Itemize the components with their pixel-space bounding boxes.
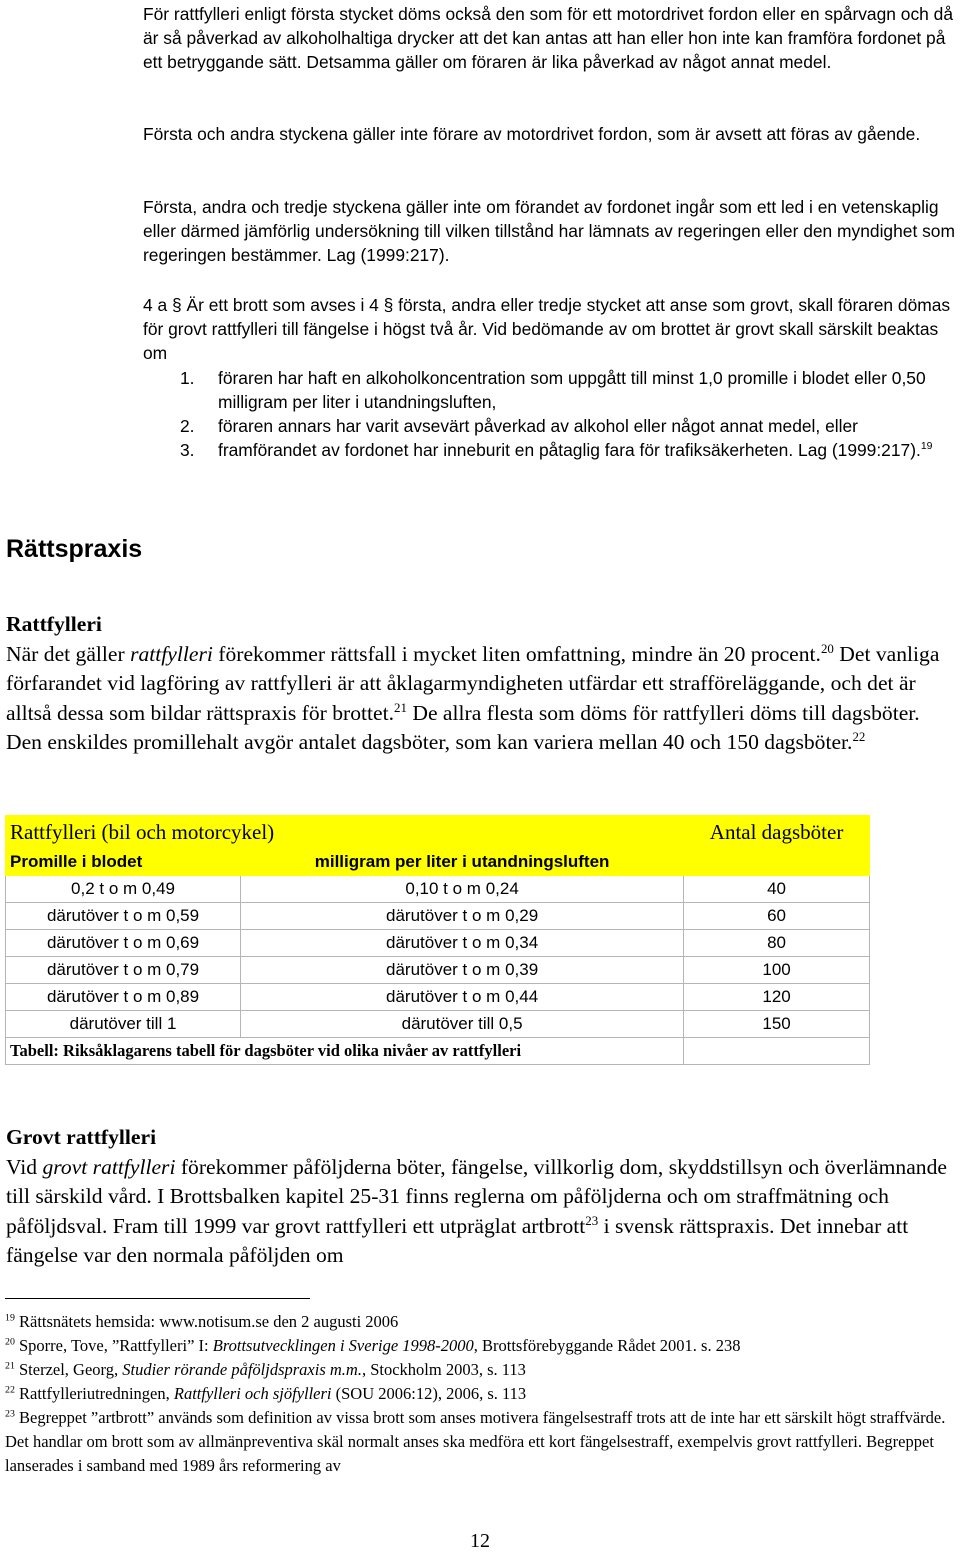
dagsboter-table [5,815,870,1065]
table-caption: Tabell: Riksåklagarens tabell för dagsböter vid olika nivåer av rattfylleri [6,1038,684,1065]
text-run: förekommer påföljderna böter, fängelse, villkorlig dom, skyddstillsyn och överlämnande till särskild vård. I Brottsbalken kapitel 25-31 finns reglerna om påföljderna och om straffmätning och påföljdsval. Fram till 1999 var grovt rattfylleri ett utpräglat artbrott [6,1154,947,1238]
footnote-title: Rattfylleri och sjöfylleri [173,1384,332,1403]
law-ordered-list [180,366,960,462]
table-row [6,930,870,957]
footnote-ref-22[interactable]: 22 [852,728,866,744]
footnote-number: 22 [5,1384,15,1396]
law-paragraph-4a [143,293,958,365]
footnote-text: Begreppet ”artbrott” används som definition av vissa brott som anses motivera fängelsestraff trots att de inte har ett särskilt högt straffvärde. Det handlar om brott som av allmänpreventiva skäl normalt anses ska medföra ett kort fängelsestraff, exempelvis grovt rattfylleri. Begreppet lanserades i samband med 1989 års reformering av [5,1408,946,1475]
emphasis-text: grovt rattfylleri [42,1154,176,1179]
footnote-19 [5,1310,960,1334]
grovt-heading: Grovt rattfylleri [6,1125,157,1149]
table-cell: därutöver t o m 0,44 [241,984,684,1011]
table-cell: 120 [684,984,870,1011]
table-row [6,984,870,1011]
list-number: 2. [180,416,195,436]
table-cell: 100 [684,957,870,984]
footnote-separator [5,1298,310,1299]
table-cell: 0,10 t o m 0,24 [241,876,684,903]
law-paragraph-1 [143,2,958,74]
table-row [6,903,870,930]
law-text-3: Första, andra och tredje styckena gäller inte om förandet av fordonet ingår som ett led i en vetenskaplig eller därmed jämförlig undersökning till vilken tillstånd har lämnats av regeringen eller den myndighet som regeringen bestämmer. Lag (1999:217). [143,197,955,265]
text-run: förekommer rättsfall i mycket liten omfattning, mindre än 20 procent. [212,641,821,666]
rattfylleri-paragraph [6,640,958,758]
footnote-23 [5,1406,960,1478]
table-title: Rattfylleri (bil och motorcykel) [6,816,684,849]
table-cell: 60 [684,903,870,930]
emphasis-text: rattfylleri [130,641,213,666]
footnote-text: , Brottsförebyggande Rådet 2001. s. 238 [473,1336,741,1355]
table-row [6,876,870,903]
footnote-text: Rattfylleriutredningen, [14,1384,174,1403]
footnote-text: Sporre, Tove, ”Rattfylleri” I: [14,1336,213,1355]
list-text: framförandet av fordonet har inneburit en påtaglig fara för trafiksäkerheten. Lag (1999:217). [218,440,921,460]
list-text: föraren har haft en alkoholkoncentration som uppgått till minst 1,0 promille i blodet eller 0,50 milligram per liter i utandningsluften, [218,368,926,412]
text-run: De allra flesta som döms för rattfylleri döms till dagsböter. Den enskildes promillehalt avgör antalet dagsböter, som kan variera mellan 40 och 150 dagsböter. [6,700,920,754]
table-title-right: Antal dagsböter [684,816,870,849]
table-row [6,1011,870,1038]
text-run: i svensk rättspraxis. Det innebar att fängelse var den normala påföljden om [6,1213,909,1267]
list-number: 3. [180,440,195,460]
table-cell: därutöver till 0,5 [241,1011,684,1038]
section-heading: Rättspraxis [6,535,143,563]
law-text-4a: 4 a § Är ett brott som avses i 4 § första, andra eller tredje stycket att anse som grovt, skall föraren dömas för grovt rattfylleri till fängelse i högst två år. Vid bedömande av om brottet är grovt skall särskilt beaktas om [143,295,951,363]
footnote-21 [5,1358,960,1382]
grovt-paragraph [6,1153,958,1271]
footnote-ref-21[interactable]: 21 [394,699,407,715]
rattfylleri-section [6,610,958,758]
table-row [6,957,870,984]
table-cell: 150 [684,1011,870,1038]
list-item [180,414,960,438]
column-header-empty [684,849,870,876]
list-text: föraren annars har varit avsevärt påverkad av alkohol eller något annat medel, eller [218,416,858,436]
text-run: Det vanliga förfarandet vid lagföring av rattfylleri är att åklagarmyndigheten utfärdar ett strafföreläggande, och det är alltså dessa som bildar rättspraxis för brottet. [6,641,940,725]
rattfylleri-heading: Rattfylleri [6,612,102,636]
page-number: 12 [470,1530,490,1552]
footnote-text: , Stockholm 2003, s. 113 [361,1360,526,1379]
footnote-title: Brottsutvecklingen i Sverige 1998-2000 [212,1336,474,1355]
list-number: 1. [180,368,195,388]
table-cell: därutöver t o m 0,34 [241,930,684,957]
footnote-ref-19[interactable]: 19 [920,441,933,453]
footnote-text: Rättsnätets hemsida: www.notisum.se den 2 augusti 2006 [14,1312,399,1331]
footnote-number: 23 [5,1408,15,1420]
grovt-section [6,1123,958,1271]
footnote-22 [5,1382,960,1406]
text-run: Vid [6,1154,43,1179]
table-caption-row [6,1038,870,1065]
table-cell: därutöver t o m 0,29 [241,903,684,930]
footnote-number: 21 [5,1360,15,1372]
law-text-1: För rattfylleri enligt första stycket döms också den som för ett motordrivet fordon eller en spårvagn och då är så påverkad av alkoholhaltiga drycker att det kan antas att han eller hon inte kan framföra fordonet på ett betryggande sätt. Detsamma gäller om föraren är lika påverkad av något annat medel. [143,4,953,72]
table-cell: 40 [684,876,870,903]
table-cell: därutöver t o m 0,59 [6,903,241,930]
law-paragraph-2 [143,122,958,146]
table-title-row [6,816,870,849]
footnote-20 [5,1334,960,1358]
footnotes [5,1310,960,1478]
table-cell: därutöver t o m 0,79 [6,957,241,984]
column-header-promille: Promille i blodet [6,849,241,876]
footnote-ref-23[interactable]: 23 [585,1212,599,1228]
footnote-text: (SOU 2006:12), 2006, s. 113 [331,1384,527,1403]
table-cell: 80 [684,930,870,957]
list-item [180,366,960,414]
footnote-text: Sterzel, Georg, [14,1360,123,1379]
table-cell [684,1038,870,1065]
table-header-row [6,849,870,876]
text-run: När det gäller [6,641,131,666]
table-cell: därutöver t o m 0,69 [6,930,241,957]
table-cell: 0,2 t o m 0,49 [6,876,241,903]
list-item [180,438,960,462]
footnote-ref-20[interactable]: 20 [820,640,834,656]
footnote-title: Studier rörande påföljdspraxis m.m. [122,1360,362,1379]
table-cell: därutöver t o m 0,39 [241,957,684,984]
column-header-milligram: milligram per liter i utandningsluften [241,849,684,876]
law-paragraph-3 [143,195,958,267]
law-text-2: Första och andra styckena gäller inte förare av motordrivet fordon, som är avsett att föras av gående. [143,124,921,144]
footnote-number: 19 [5,1312,15,1324]
footnote-number: 20 [5,1336,15,1348]
table-cell: därutöver till 1 [6,1011,241,1038]
table-cell: därutöver t o m 0,89 [6,984,241,1011]
